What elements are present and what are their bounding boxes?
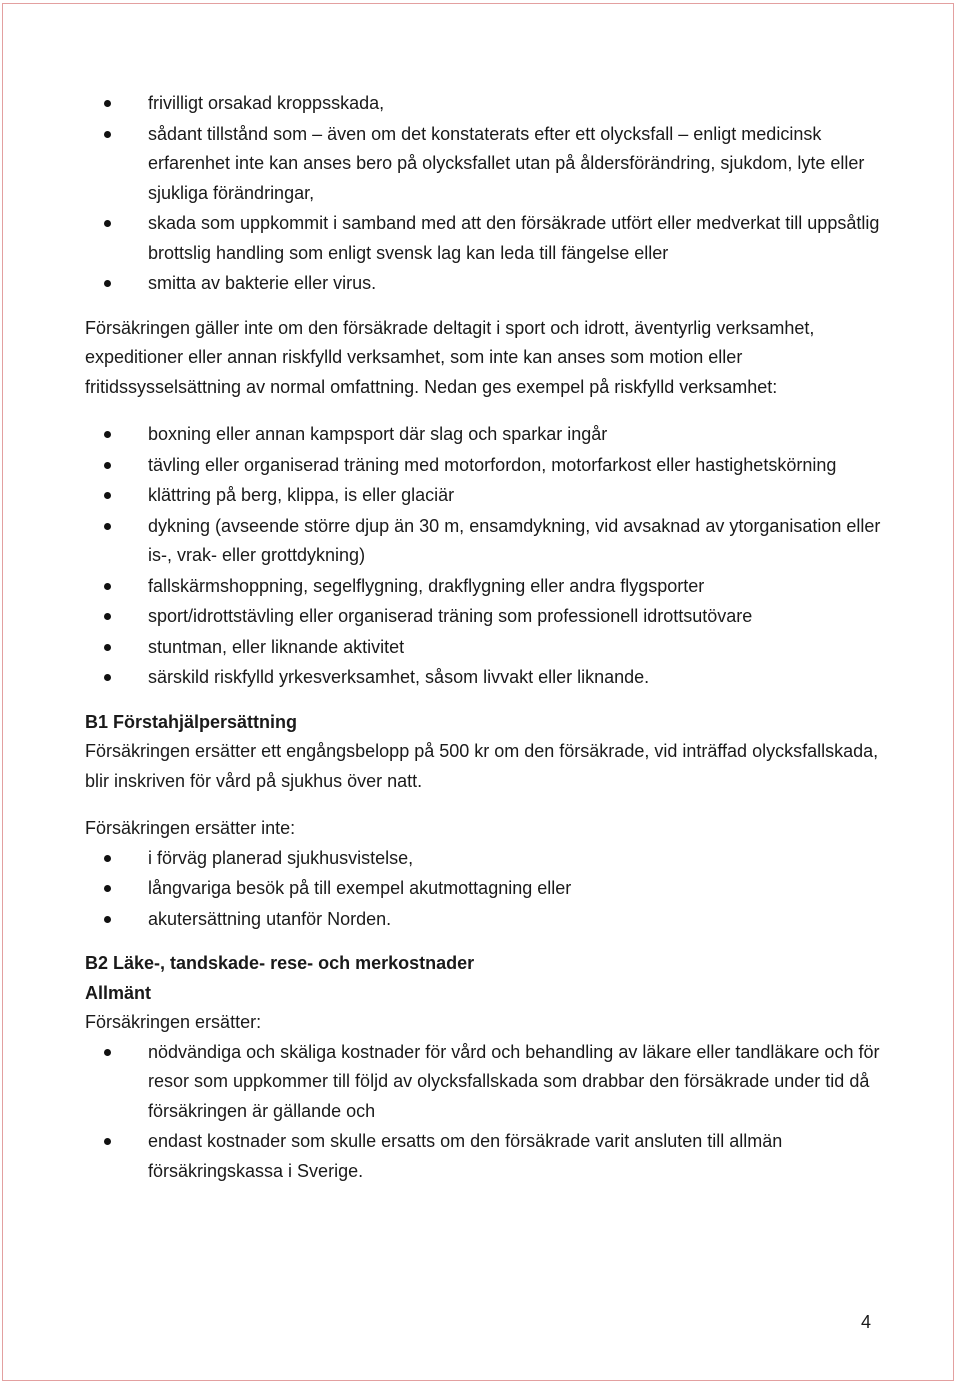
section-heading-b2: B2 Läke-, tandskade- rese- och merkostnader	[85, 953, 475, 973]
page-number: 4	[860, 1312, 871, 1332]
list-item: tävling eller organiserad träning med motorfordon, motorfarkost eller hastighetskörning	[148, 451, 885, 481]
list-item: sport/idrottstävling eller organiserad träning som professionell idrottsutövare	[148, 602, 885, 632]
list-item: i förväg planerad sjukhusvistelse,	[148, 844, 885, 874]
list-item: nödvändiga och skäliga kostnader för vård och behandling av läkare eller tandläkare och för resor som uppkommer till följd av olycksfallskada som drabbar den försäkrade under tid då försäkringen är gällande och	[148, 1038, 885, 1127]
b2-coverage-list	[85, 1038, 885, 1187]
page-content	[85, 89, 885, 1187]
document-page	[2, 3, 954, 1381]
risk-activity-paragraph: Försäkringen gäller inte om den försäkrade deltagit i sport och idrott, äventyrlig verksamhet, expeditioner eller annan riskfylld verksamhet, som inte kan anses som motion eller fritidssysselsättning av normal omfattning. Nedan ges exempel på riskfylld verksamhet:	[85, 317, 815, 397]
list-item: boxning eller annan kampsport där slag och sparkar ingår	[148, 420, 885, 450]
list-item: stuntman, eller liknande aktivitet	[148, 633, 885, 663]
b1-text: Försäkringen ersätter ett engångsbelopp på 500 kr om den försäkrade, vid inträffad olycksfallskada, blir inskriven för vård på sjukhus över natt.	[85, 741, 879, 791]
list-item: sådant tillstånd som – även om det konstaterats efter ett olycksfall – enligt medicinsk erfarenhet inte kan anses bero på olycksfallet utan på åldersförändring, sjukdom, lyte eller sjukliga förändringar,	[148, 120, 885, 209]
section-heading-b1: B1 Förstahjälpersättning	[85, 711, 298, 732]
list-item: fallskärmshoppning, segelflygning, drakflygning eller andra flygsporter	[148, 572, 885, 602]
list-item: smitta av bakterie eller virus.	[148, 269, 885, 299]
list-item: akutersättning utanför Norden.	[148, 905, 885, 935]
b1-exclusion-intro: Försäkringen ersätter inte:	[85, 818, 296, 838]
list-item: endast kostnader som skulle ersatts om den försäkrade varit ansluten till allmän försäkringskassa i Sverige.	[148, 1127, 885, 1186]
exclusion-list	[85, 89, 885, 299]
risk-activity-list	[85, 420, 885, 693]
b1-exclusion-list	[85, 844, 885, 935]
list-item: klättring på berg, klippa, is eller glaciär	[148, 481, 885, 511]
b2-intro: Försäkringen ersätter:	[85, 1012, 262, 1032]
subheading-general: Allmänt	[85, 982, 152, 1003]
list-item: skada som uppkommit i samband med att den försäkrade utfört eller medverkat till uppsåtlig brottslig handling som enligt svensk lag kan leda till fängelse eller	[148, 209, 885, 268]
list-item: långvariga besök på till exempel akutmottagning eller	[148, 874, 885, 904]
list-item: frivilligt orsakad kroppsskada,	[148, 89, 885, 119]
list-item: särskild riskfylld yrkesverksamhet, såsom livvakt eller liknande.	[148, 663, 885, 693]
list-item: dykning (avseende större djup än 30 m, ensamdykning, vid avsaknad av ytorganisation eller is-, vrak- eller grottdykning)	[148, 512, 885, 571]
